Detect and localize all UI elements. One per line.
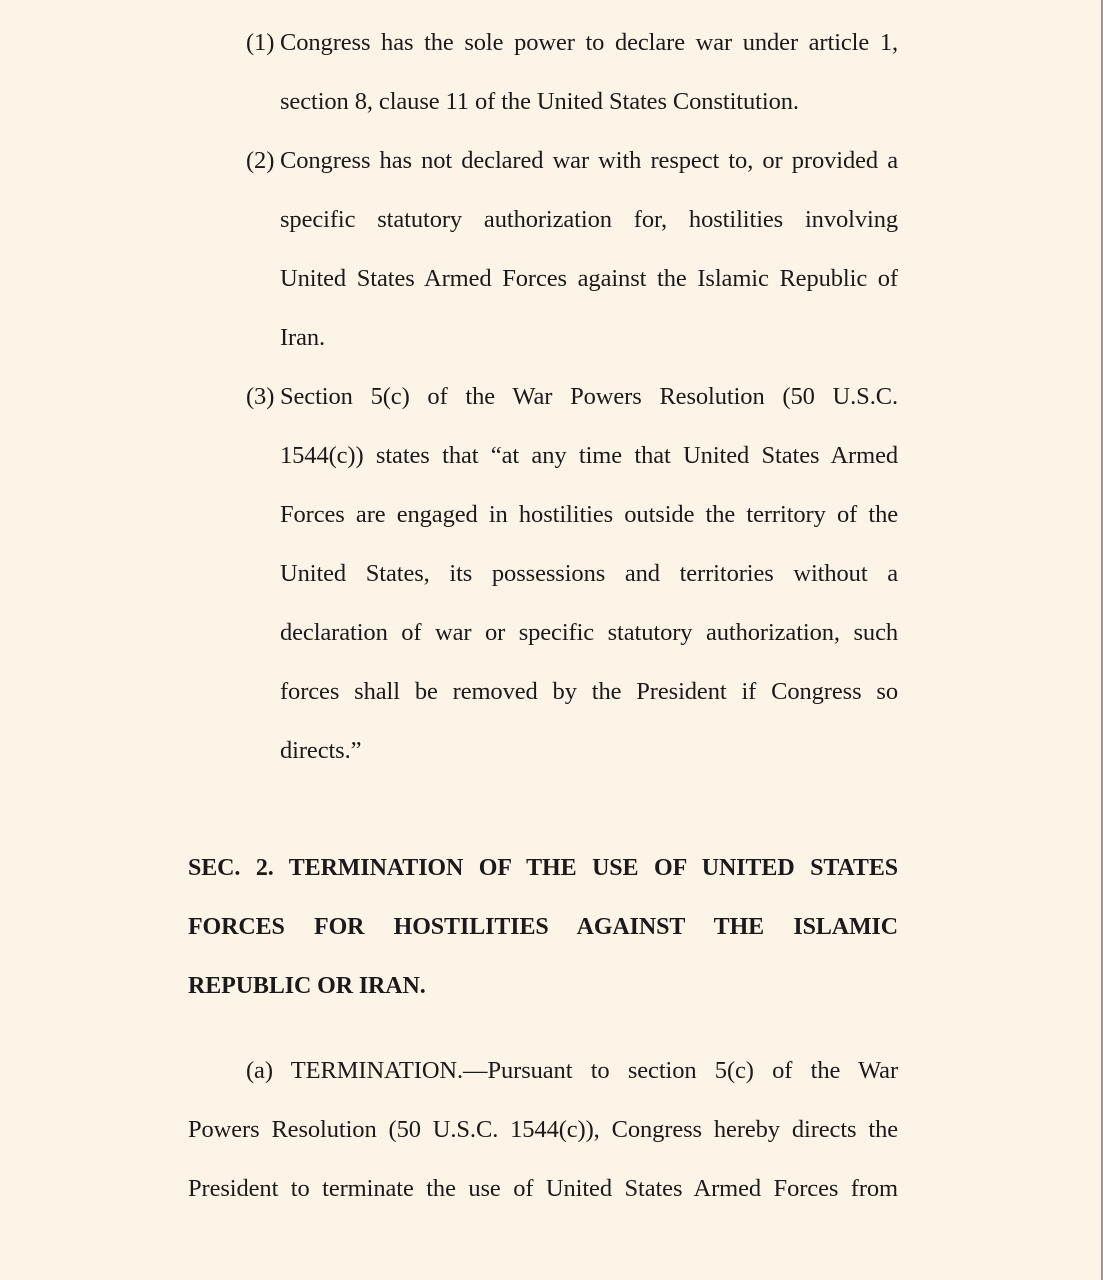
finding-line: Congress has not declared war with respect to, or provided a: [280, 147, 898, 174]
finding-line: section 8, clause 11 of the United States Constitution.: [280, 88, 799, 115]
section-heading-line: SEC. 2. TERMINATION OF THE USE OF UNITED STATES: [188, 855, 898, 881]
finding-number: (3): [246, 383, 275, 410]
finding-number: (2): [246, 147, 275, 174]
finding-line: declaration of war or specific statutory authorization, such: [280, 619, 898, 646]
paragraph-line: Powers Resolution (50 U.S.C. 1544(c)), Congress hereby directs the: [188, 1116, 898, 1143]
paragraph-line: President to terminate the use of United States Armed Forces from: [188, 1175, 898, 1202]
finding-line: 1544(c)) states that “at any time that United States Armed: [280, 442, 898, 469]
finding-number: (1): [246, 29, 275, 56]
finding-line: forces shall be removed by the President if Congress so: [280, 678, 898, 705]
finding-line: United States Armed Forces against the Islamic Republic of: [280, 265, 898, 292]
finding-line: directs.”: [280, 737, 362, 764]
finding-line: Iran.: [280, 324, 326, 351]
paragraph-line: (a) TERMINATION.—Pursuant to section 5(c) of the War: [246, 1057, 898, 1084]
finding-line: specific statutory authorization for, hostilities involving: [280, 206, 898, 233]
finding-line: Forces are engaged in hostilities outside the territory of the: [280, 501, 898, 528]
finding-line: United States, its possessions and territories without a: [280, 560, 898, 587]
finding-line: Congress has the sole power to declare war under article 1,: [280, 29, 898, 56]
section-heading-line: FORCES FOR HOSTILITIES AGAINST THE ISLAMIC: [188, 914, 898, 940]
finding-line: Section 5(c) of the War Powers Resolution (50 U.S.C.: [280, 383, 898, 410]
section-heading-line: REPUBLIC OR IRAN.: [188, 973, 426, 999]
